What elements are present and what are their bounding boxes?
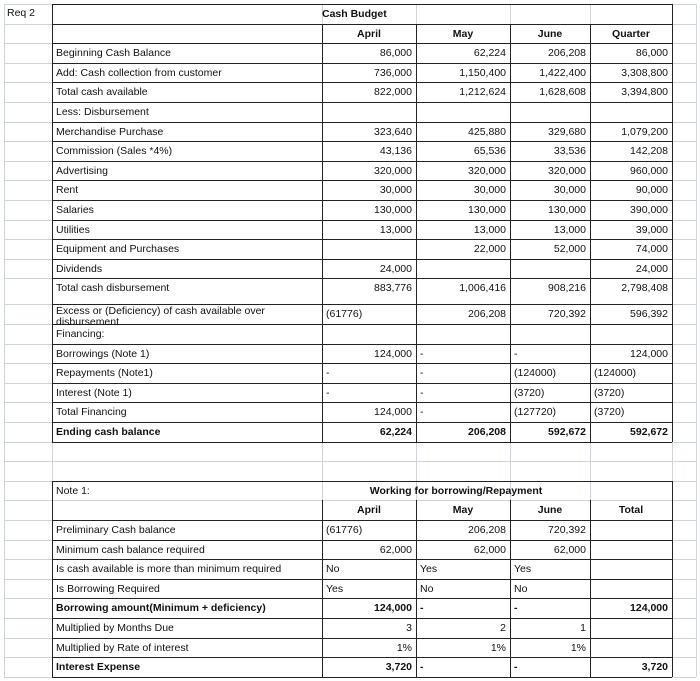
working-cell: No [514, 582, 528, 595]
budget-row-label: Add: Cash collection from customer [56, 66, 222, 79]
working-cell: 3,720 [641, 661, 668, 674]
budget-cell: 142,208 [630, 145, 668, 158]
spreadsheet-grid [4, 4, 696, 676]
budget-cell: 62,224 [379, 426, 412, 438]
budget-cell: 320,000 [468, 164, 506, 177]
budget-row-label: Advertising [56, 164, 108, 177]
budget-cell: 24,000 [379, 262, 412, 275]
budget-cell: 720,392 [548, 308, 586, 321]
working-cell: - [514, 602, 518, 615]
budget-cell: (61776) [326, 308, 363, 321]
working-cell: 1% [396, 641, 412, 654]
working-cell: 62,000 [553, 543, 586, 556]
budget-cell: 425,880 [468, 125, 506, 138]
budget-cell: 822,000 [374, 86, 412, 99]
budget-cell: 13,000 [473, 223, 506, 236]
budget-cell: 13,000 [379, 223, 412, 236]
working-cell: 1 [580, 622, 586, 634]
budget-cell: 90,000 [635, 184, 668, 197]
budget-cell: - [420, 386, 424, 399]
budget-cell: 124,000 [374, 347, 412, 360]
budget-row-label: Repayments (Note1) [56, 367, 153, 380]
working-row-label: Preliminary Cash balance [56, 524, 176, 536]
working-cell: 720,392 [548, 524, 586, 536]
budget-col-header: May [452, 27, 474, 40]
working-cell: No [326, 563, 340, 576]
budget-cell: 592,672 [630, 426, 668, 438]
budget-row-label: Total Financing [56, 406, 127, 419]
budget-row-label: Commission (Sales *4%) [56, 145, 173, 158]
budget-cell: 206,208 [468, 426, 506, 438]
budget-cell: 52,000 [553, 243, 586, 256]
budget-cell: 30,000 [553, 184, 586, 197]
budget-cell: 390,000 [630, 204, 668, 216]
budget-cell: - [514, 347, 518, 360]
budget-cell: 323,640 [374, 125, 412, 138]
budget-cell: 320,000 [548, 164, 586, 177]
budget-cell: 33,536 [553, 145, 586, 158]
working-cell: 1% [570, 641, 586, 654]
budget-cell: (124000) [514, 367, 557, 380]
budget-cell: 596,392 [630, 308, 668, 321]
budget-row-label: Rent [56, 184, 79, 197]
working-row-label: Is Borrowing Required [56, 582, 160, 595]
working-cell: 206,208 [468, 524, 506, 536]
budget-cell: - [326, 386, 330, 399]
working-cell: (61776) [326, 524, 363, 536]
budget-cell: 86,000 [379, 47, 412, 60]
budget-cell: 130,000 [548, 204, 586, 216]
budget-cell: 1,079,200 [621, 125, 668, 138]
working-cell: 62,000 [473, 543, 506, 556]
budget-cell: - [420, 347, 424, 360]
working-col-header: June [537, 504, 563, 517]
working-cell: 3 [406, 622, 412, 634]
working-cell: 124,000 [630, 602, 668, 615]
budget-row-label: Merchandise Purchase [56, 125, 164, 138]
working-cell: 3,720 [385, 661, 412, 674]
budget-cell: 1,212,624 [459, 86, 506, 99]
working-cell: No [420, 582, 434, 595]
budget-cell: 13,000 [553, 223, 586, 236]
budget-cell: (3720) [594, 406, 625, 419]
note-label: Note 1: [56, 484, 90, 497]
budget-cell: 883,776 [374, 282, 412, 295]
budget-col-header: Quarter [612, 27, 650, 40]
budget-cell: 124,000 [630, 347, 668, 360]
budget-row-label: Ending cash balance [56, 426, 161, 438]
budget-cell: 206,208 [468, 308, 506, 321]
working-cell: Yes [514, 563, 532, 576]
working-row-label: Multiplied by Rate of interest [56, 641, 189, 654]
working-row-label: Multiplied by Months Due [56, 622, 174, 634]
budget-cell: 1,628,608 [539, 86, 586, 99]
budget-row-label: Equipment and Purchases [56, 243, 180, 256]
budget-cell: 908,216 [548, 282, 586, 295]
working-cell: Yes [326, 582, 344, 595]
budget-cell: 1,006,416 [459, 282, 506, 295]
budget-cell: (3720) [514, 386, 545, 399]
budget-cell: 1,150,400 [459, 66, 506, 79]
budget-row-label: Financing: [56, 328, 105, 340]
budget-cell: 592,672 [548, 426, 586, 438]
working-col-header: April [357, 504, 381, 517]
budget-row-label: Total cash available [56, 86, 148, 99]
budget-title: Cash Budget [322, 8, 387, 20]
budget-cell: - [420, 406, 424, 419]
req-label: Req 2 [7, 7, 36, 19]
working-cell: Yes [420, 563, 438, 576]
budget-cell: - [420, 367, 424, 380]
working-cell: - [420, 602, 424, 615]
budget-cell: 65,536 [473, 145, 506, 158]
working-cell: 124,000 [374, 602, 412, 615]
budget-cell: 86,000 [635, 47, 668, 60]
working-row-label: Borrowing amount(Minimum + deficiency) [56, 602, 266, 615]
budget-cell: 39,000 [635, 223, 668, 236]
budget-cell: 960,000 [630, 164, 668, 177]
budget-row-label: Salaries [56, 204, 94, 216]
budget-row-label: Beginning Cash Balance [56, 47, 171, 60]
budget-row-label: Interest (Note 1) [56, 386, 132, 399]
working-cell: 2 [500, 622, 506, 634]
budget-cell: 30,000 [473, 184, 506, 197]
budget-cell: 43,136 [379, 145, 412, 158]
budget-row-label: Total cash disbursement [56, 282, 170, 295]
budget-cell: 2,798,408 [621, 282, 668, 295]
working-title: Working for borrowing/Repayment [369, 484, 543, 497]
working-row-label: Is cash available is more than minimum required [56, 563, 282, 576]
budget-cell: 3,308,800 [621, 66, 668, 79]
budget-cell: (124000) [594, 367, 637, 380]
budget-row-label: Excess or (Deficiency) of cash available over disbursement [56, 305, 265, 329]
working-cell: - [514, 661, 518, 674]
budget-cell: 320,000 [374, 164, 412, 177]
budget-cell: 74,000 [635, 243, 668, 256]
working-col-header: Total [618, 504, 644, 517]
working-cell: - [420, 661, 424, 674]
budget-row-label: Less: Disbursement [56, 106, 149, 118]
working-row-label: Minimum cash balance required [56, 543, 205, 556]
budget-cell: 22,000 [473, 243, 506, 256]
budget-cell: 130,000 [468, 204, 506, 216]
budget-cell: 124,000 [374, 406, 412, 419]
budget-cell: 30,000 [379, 184, 412, 197]
budget-row-label: Dividends [56, 262, 103, 275]
budget-cell: 24,000 [635, 262, 668, 275]
budget-cell: (127720) [514, 406, 557, 419]
budget-cell: - [326, 367, 330, 380]
budget-row-label: Borrowings (Note 1) [56, 347, 150, 360]
budget-cell: 130,000 [374, 204, 412, 216]
budget-cell: 206,208 [548, 47, 586, 60]
budget-row-label: Utilities [56, 223, 90, 236]
budget-col-header: April [357, 27, 381, 40]
budget-cell: 62,224 [473, 47, 506, 60]
working-row-label: Interest Expense [56, 661, 141, 674]
budget-cell: 736,000 [374, 66, 412, 79]
working-cell: 62,000 [379, 543, 412, 556]
budget-cell: 3,394,800 [621, 86, 668, 99]
working-cell: 1% [490, 641, 506, 654]
budget-col-header: June [537, 27, 563, 40]
budget-cell: (3720) [594, 386, 625, 399]
budget-cell: 1,422,400 [539, 66, 586, 79]
budget-cell: 329,680 [548, 125, 586, 138]
working-col-header: May [452, 504, 474, 517]
